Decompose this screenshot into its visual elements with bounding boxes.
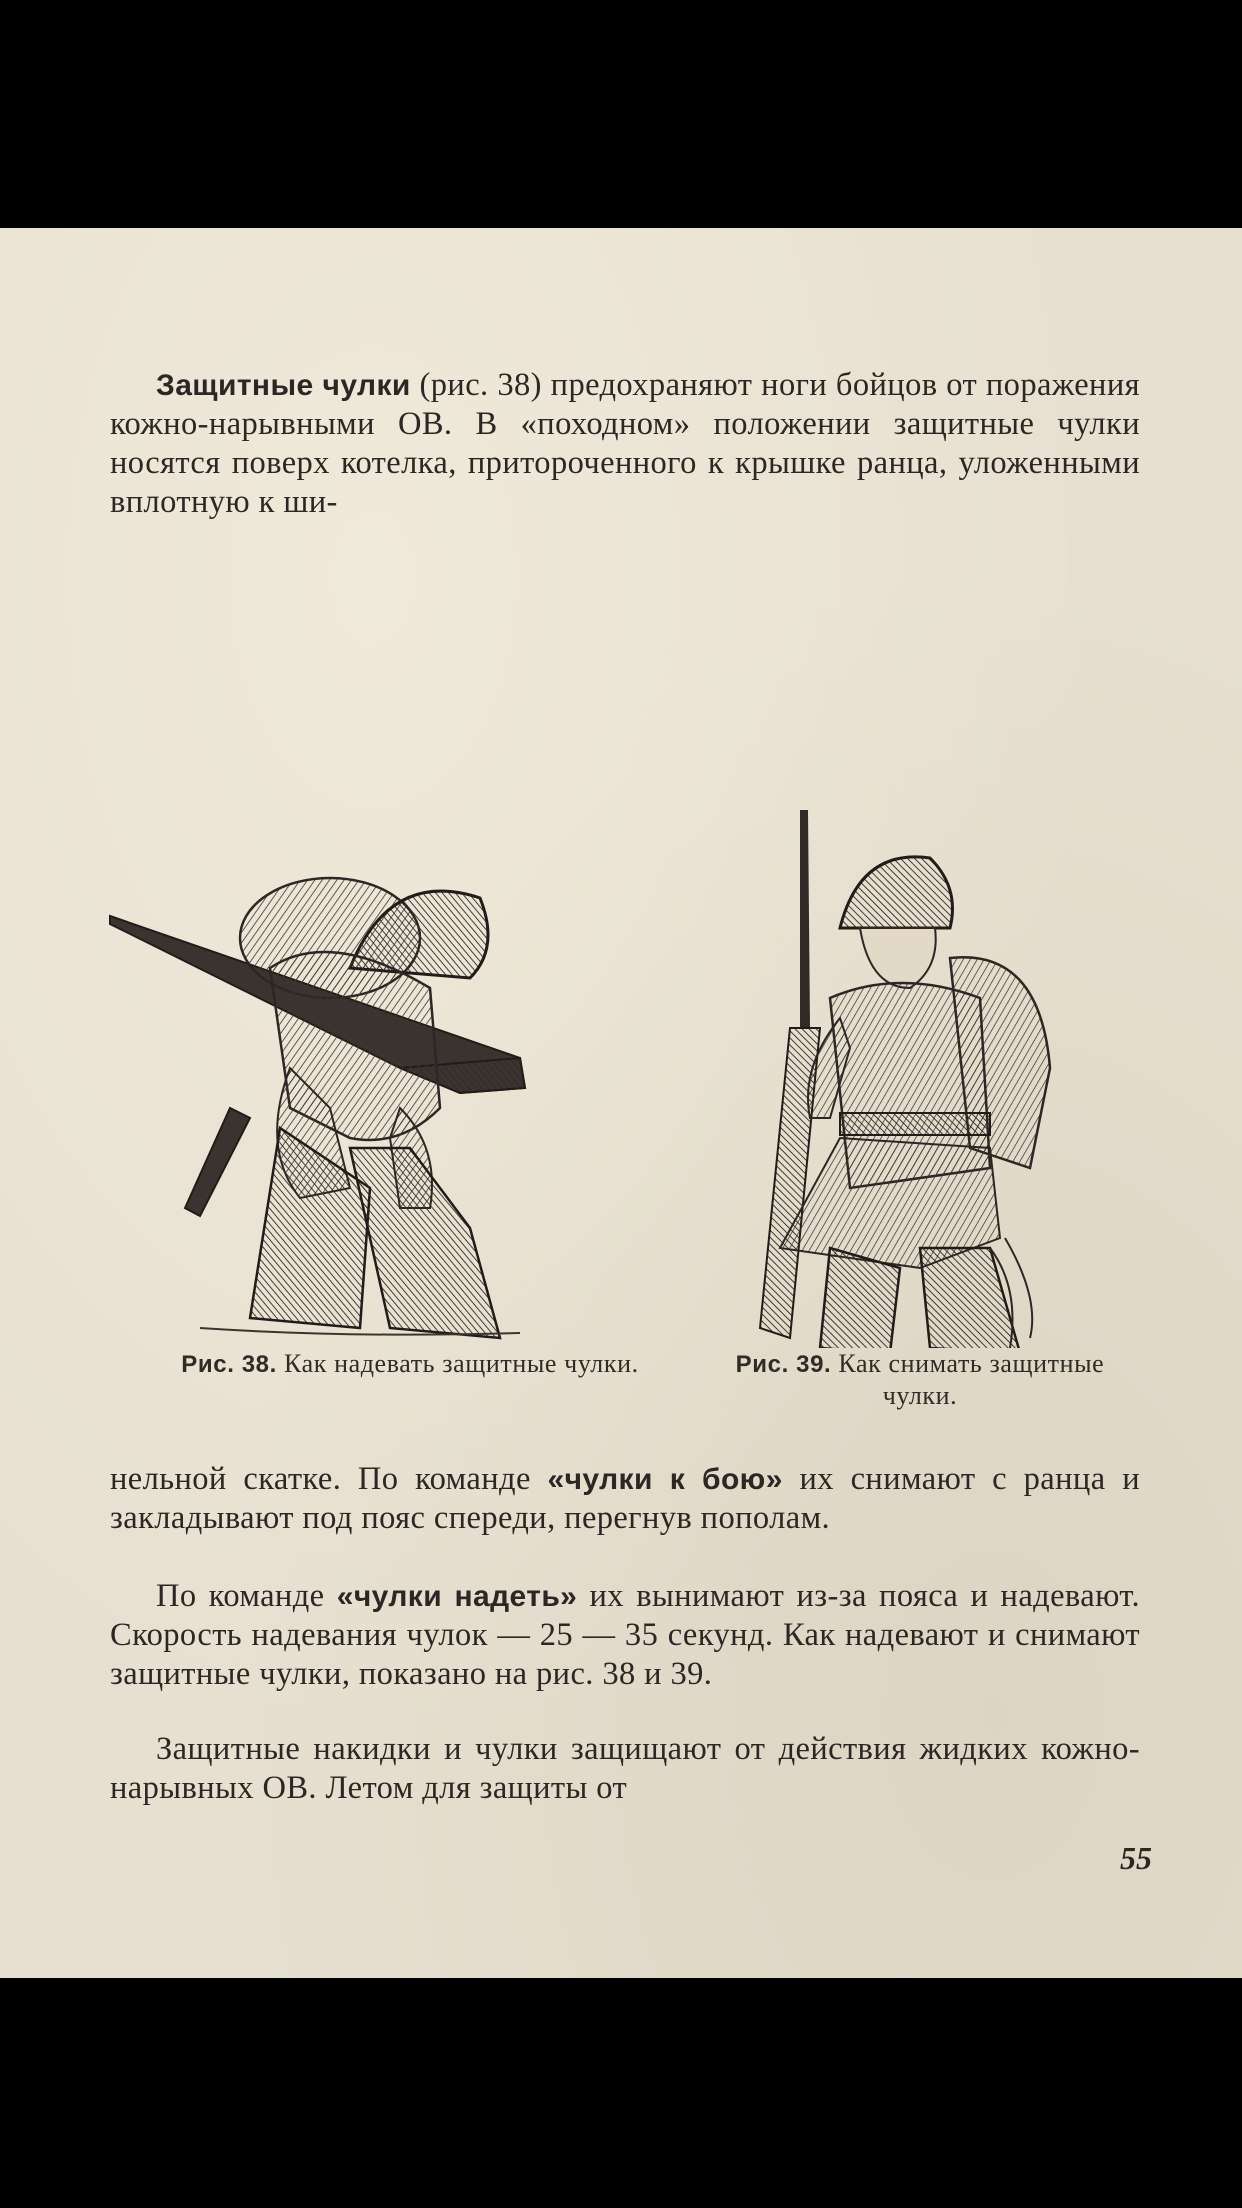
paragraph-1-text: (рис. 38) предохраняют ноги бойцов от поражения кожно-нарывными ОВ. В «походном» положении защитные чулки носятся поверх котелка, притороченного к крышке ранца, уложенными вплотную к ши- <box>110 367 1140 520</box>
paragraph-3 <box>110 1577 1140 1694</box>
paragraph-2-text-after: их снимают с ранца и закладывают под пояс спереди, перегнув пополам. <box>110 1461 1140 1536</box>
figure-38-illustration <box>100 548 660 1558</box>
soldier-removing-stockings-drawing <box>660 548 1120 1348</box>
command-stockings-to-battle: «чулки к бою» <box>547 1463 783 1496</box>
paragraph-2 <box>110 1460 1140 1538</box>
paragraph-3-text-after: их вынимают из-за пояса и надевают. Скорость надевания чулок — 25 — 35 секунд. Как надевают и снимают защитные чулки, показано на рис. 38 и 39. <box>110 1578 1141 1692</box>
figure-39-label: Рис. 39. <box>735 1351 832 1378</box>
figure-38-caption-text: Как надевать защитные чулки. <box>284 1349 639 1378</box>
paragraph-4 <box>110 1730 1140 1808</box>
figure-38-caption <box>140 1348 680 1380</box>
command-put-on-stockings: «чулки надеть» <box>336 1580 578 1613</box>
book-page <box>0 228 1242 1978</box>
figure-39-caption <box>720 1348 1120 1411</box>
paragraph-1 <box>110 366 1140 522</box>
paragraph-2-text-before: нельной скатке. По команде <box>110 1461 548 1497</box>
figure-39-caption-text: Как снимать защитные чулки. <box>838 1349 1105 1410</box>
soldier-putting-on-stockings-drawing <box>100 548 660 1348</box>
term-protective-stockings: Защитные чулки <box>156 369 411 402</box>
figure-38-label: Рис. 38. <box>181 1351 277 1378</box>
paragraph-3-text-before: По команде <box>156 1578 337 1614</box>
paragraph-4-text: Защитные накидки и чулки защищают от действия жидких кожно-нарывных ОВ. Летом для защиты от <box>110 1731 1140 1806</box>
page-number: 55 <box>1120 1840 1152 1876</box>
